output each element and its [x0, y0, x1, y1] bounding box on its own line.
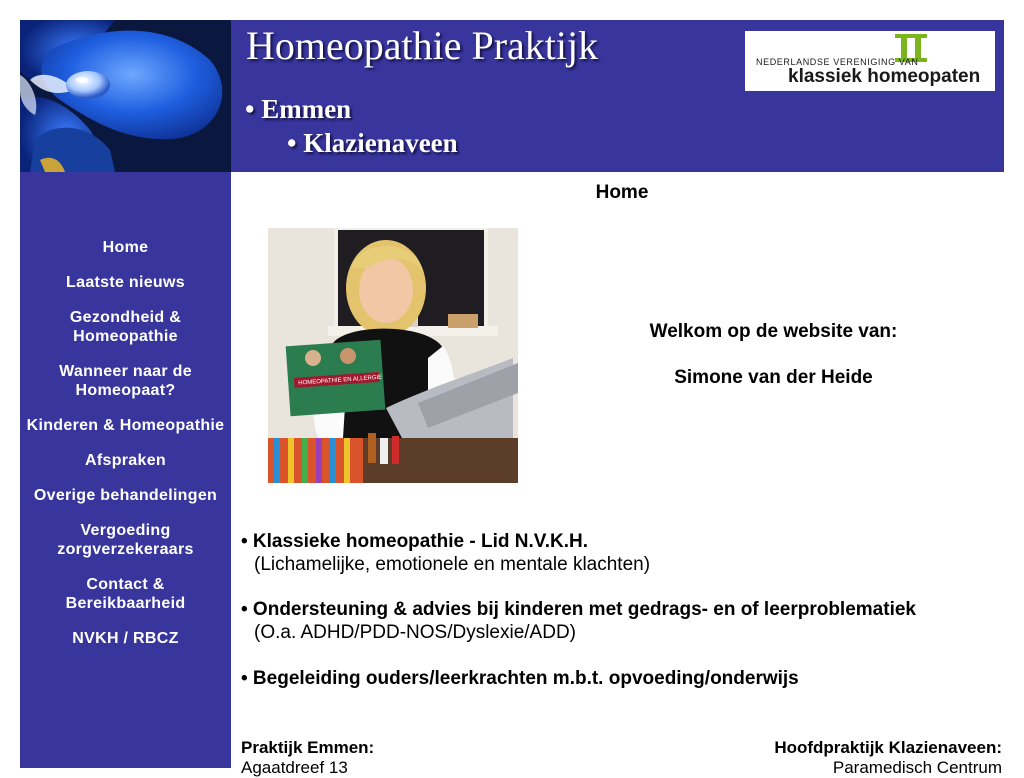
site-title: Homeopathie Praktijk — [246, 23, 599, 68]
location-klazienaveen: • Klazienaveen — [287, 128, 458, 158]
owner-name: Simone van der Heide — [674, 367, 873, 388]
site-header — [20, 20, 1004, 172]
nav-item-overige-behandelingen[interactable]: Overige behandelingen — [33, 487, 218, 504]
nav-item-kinderen-homeopathie[interactable]: Kinderen & Homeopathie — [26, 417, 225, 434]
address-klazienaveen — [774, 738, 1002, 778]
nav-item-laatste-nieuws[interactable]: Laatste nieuws — [66, 274, 185, 291]
flower-banner-image — [20, 20, 231, 172]
logo-subtitle: NEDERLANDSE VERENIGING VAN — [756, 57, 919, 67]
sidebar — [20, 172, 231, 768]
nvkh-logo[interactable] — [745, 31, 995, 91]
page-title: Home — [595, 182, 649, 203]
service-detail: (O.a. ADHD/PDD-NOS/Dyslexie/ADD) — [254, 622, 576, 643]
service-title: • Begeleiding ouders/leerkrachten m.b.t. opvoeding/onderwijs — [241, 668, 799, 689]
nav-item-wanneer-naar-homeopaat[interactable]: Wanneer naar de Homeopaat? — [59, 363, 192, 399]
service-item — [241, 598, 916, 644]
service-title: • Ondersteuning & advies bij kinderen met gedrags- en of leerproblematiek — [241, 599, 916, 620]
service-item — [241, 530, 650, 576]
nav-item-nvkh-rbcz[interactable]: NVKH / RBCZ — [72, 630, 179, 647]
nav-item-vergoeding-zorgverzekeraars[interactable]: Vergoeding zorgverzekeraars — [57, 522, 194, 558]
address-klazienaveen-title: Hoofdpraktijk Klazienaveen: — [774, 738, 1002, 757]
welcome-text: Welkom op de website van: — [649, 321, 898, 342]
service-item — [241, 667, 799, 690]
logo-name: klassiek homeopaten — [788, 66, 981, 87]
address-klazienaveen-line: Paramedisch Centrum — [832, 758, 1002, 777]
nav-item-gezondheid-homeopathie[interactable]: Gezondheid & Homeopathie — [69, 309, 182, 345]
nav-item-afspraken[interactable]: Afspraken — [85, 452, 166, 469]
service-title: • Klassieke homeopathie - Lid N.V.K.H. — [241, 531, 588, 552]
location-emmen: • Emmen — [245, 94, 352, 124]
nav-item-home[interactable]: Home — [102, 239, 149, 256]
address-emmen-title: Praktijk Emmen: — [241, 738, 375, 757]
portrait-photo — [268, 228, 518, 483]
service-detail: (Lichamelijke, emotionele en mentale klachten) — [254, 554, 651, 575]
nav-item-contact-bereikbaarheid[interactable]: Contact & Bereikbaarheid — [65, 576, 186, 612]
main-content — [231, 172, 1004, 777]
page — [20, 20, 1004, 777]
main-nav — [20, 238, 231, 664]
photo-book-title: HOMEOPATHIE EN ALLERGIE — [298, 374, 383, 387]
address-emmen-street: Agaatdreef 13 — [241, 758, 348, 777]
address-emmen — [241, 738, 374, 778]
